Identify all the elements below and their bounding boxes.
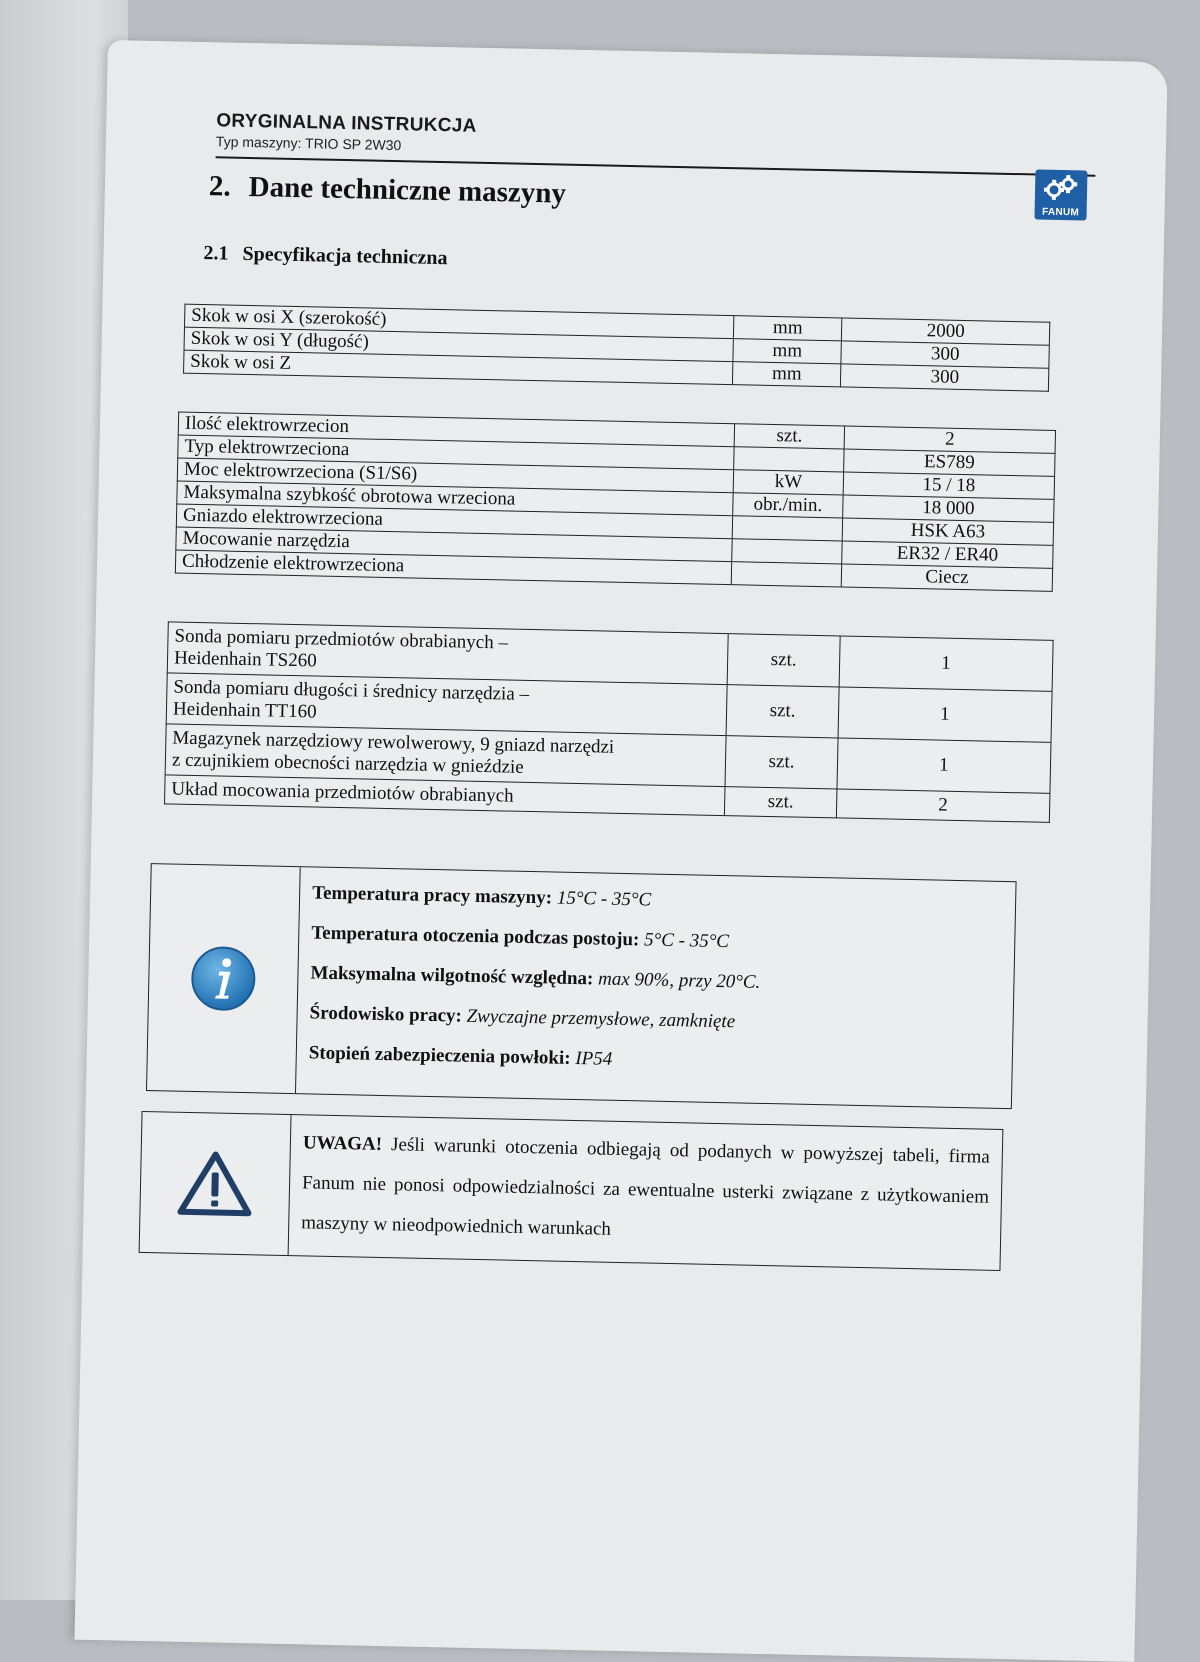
value-cell: 1 (837, 738, 1051, 793)
unit-cell: kW (733, 470, 843, 495)
param-line: Sonda pomiaru przedmiotów obrabianych – (174, 625, 509, 654)
unit-cell: mm (732, 362, 841, 387)
value-cell: Ciecz (841, 564, 1052, 591)
unit-cell: szt. (734, 424, 844, 449)
param-cell: Skok w osi Y (długość) (184, 327, 733, 361)
param-cell: Maksymalna szybkość obrotowa wrzeciona (177, 481, 733, 516)
value-cell: 2 (844, 426, 1055, 453)
unit-cell: mm (733, 316, 842, 341)
unit-cell: szt. (728, 634, 840, 687)
value-cell: 15 / 18 (843, 472, 1054, 499)
unit-cell: mm (733, 339, 842, 364)
info-label: Temperatura otoczenia podczas postoju: (311, 922, 640, 951)
equipment-table (164, 621, 1054, 823)
info-label: Temperatura pracy maszyny: (311, 882, 553, 909)
machine-type-label: Typ maszyny: (215, 133, 302, 152)
document-page (74, 40, 1167, 1662)
value-cell: 300 (841, 341, 1049, 368)
warning-icon (176, 1149, 253, 1219)
param-cell: Skok w osi Z (184, 350, 733, 384)
unit-cell (732, 539, 842, 564)
machine-type-value: TRIO SP 2W30 (304, 135, 402, 154)
value-cell: 1 (839, 636, 1053, 691)
fanum-logo (1034, 169, 1087, 220)
value-cell: 2000 (842, 318, 1050, 345)
info-value: 5°C - 35°C (643, 929, 730, 953)
param-cell: Ilość elektrowrzecion (178, 412, 734, 447)
warning-box (139, 1111, 1004, 1271)
value-cell: 2 (836, 789, 1050, 822)
subsection-title: Specyfikacja techniczna (242, 242, 448, 270)
info-value: IP54 (575, 1048, 613, 1070)
param-line: Heidenhain TS260 (173, 647, 317, 672)
unit-cell: szt. (725, 736, 837, 789)
value-cell: 1 (838, 687, 1052, 742)
warning-icon-cell (140, 1112, 292, 1255)
info-icon (190, 945, 257, 1012)
subsection-number: 2.1 (203, 242, 229, 265)
axes-table (183, 304, 1050, 392)
spindle-table (175, 412, 1056, 592)
param-cell: Gniazdo elektrowrzeciona (176, 504, 732, 539)
unit-cell: obr./min. (733, 493, 843, 518)
param-cell: Układ mocowania przedmiotów obrabianych (165, 775, 726, 816)
info-icon-cell (147, 864, 301, 1093)
param-line: Sonda pomiaru długości i średnicy narzędzia – (173, 676, 530, 705)
info-text (296, 867, 1016, 1108)
param-cell: Skok w osi X (szerokość) (185, 304, 734, 338)
warning-text (289, 1115, 1003, 1270)
header-title: ORYGINALNA INSTRUKCJA (216, 110, 477, 137)
warning-label: UWAGA! (302, 1132, 383, 1155)
page-header (216, 110, 1097, 167)
param-line: Heidenhain TT160 (172, 698, 317, 723)
info-value: 15°C - 35°C (556, 887, 652, 911)
warning-message: Jeśli warunki otoczenia odbiegają od podanych w powyższej tabeli, firma Fanum nie ponosi odpowiedzialności za ewentualne usterki związane z użytkowaniem maszyny w nieodpowiednich warunkach (301, 1134, 991, 1240)
unit-cell (732, 516, 842, 541)
param-cell: Chłodzenie elektrowrzeciona (175, 550, 731, 585)
info-label: Maksymalna wilgotność względna: (310, 962, 594, 990)
value-cell: ES789 (844, 449, 1055, 476)
param-cell: Moc elektrowrzeciona (S1/S6) (177, 458, 733, 493)
info-label: Stopień zabezpieczenia powłoki: (308, 1042, 571, 1069)
gears-icon (1043, 174, 1080, 203)
section-heading (209, 170, 567, 210)
value-cell: ER32 / ER40 (842, 541, 1053, 568)
param-cell: Typ elektrowrzeciona (178, 435, 734, 470)
info-label: Środowisko pracy: (309, 1002, 463, 1027)
subsection-heading (203, 242, 447, 270)
param-cell: Mocowanie narzędzia (176, 527, 732, 562)
param-line: z czujnikiem obecności narzędzia w gnieździe (171, 749, 524, 778)
param-line: Magazynek narzędziowy rewolwerowy, 9 gniazd narzędzi (172, 727, 615, 758)
unit-cell: szt. (725, 787, 837, 818)
logo-text: FANUM (1041, 206, 1080, 219)
value-cell: 300 (841, 364, 1049, 391)
value-cell: 18 000 (843, 495, 1054, 522)
section-title: Dane techniczne maszyny (248, 170, 567, 210)
info-value: max 90%, przy 20°C. (597, 968, 761, 993)
value-cell: HSK A63 (842, 518, 1053, 545)
info-value: Zwyczajne przemysłowe, zamknięte (466, 1005, 736, 1033)
unit-cell (734, 447, 844, 472)
unit-cell (731, 562, 841, 587)
info-box (146, 863, 1017, 1109)
unit-cell: szt. (726, 685, 838, 738)
section-number: 2. (208, 170, 232, 203)
